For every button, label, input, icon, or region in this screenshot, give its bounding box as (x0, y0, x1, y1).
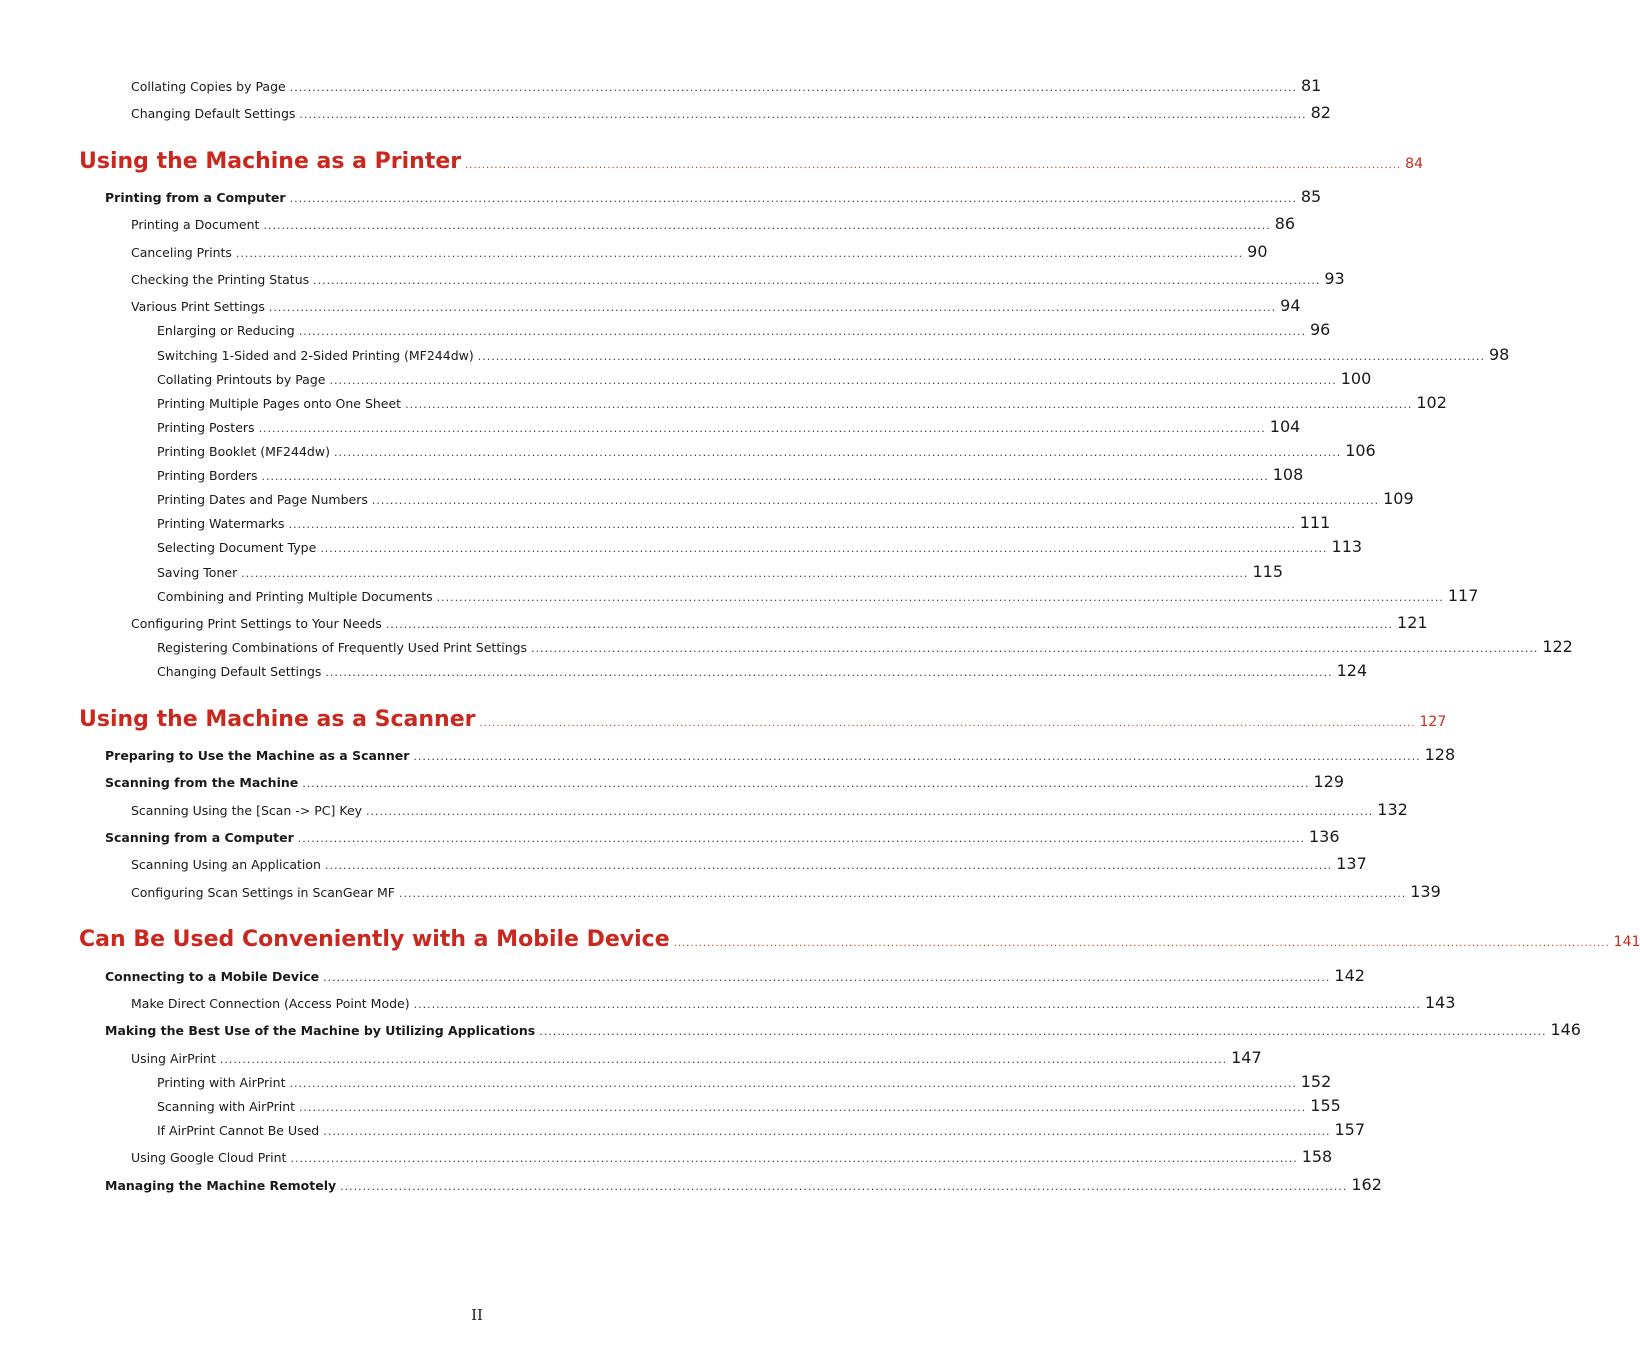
toc-entry-page: 136 (1308, 827, 1340, 846)
toc-entry-title: Changing Default Settings (157, 664, 322, 679)
toc-entry-page: 158 (1301, 1147, 1333, 1166)
toc-entry-title: Printing Multiple Pages onto One Sheet (157, 396, 402, 411)
dot-leader: ................................................................................................................................................................................................................................ (385, 618, 1394, 631)
toc-entry-page: 115 (1252, 562, 1283, 581)
toc-entry[interactable] (157, 537, 1363, 556)
toc-entry-page: 139 (1410, 882, 1441, 901)
dot-leader: ................................................................................................................................................................................................................................ (323, 971, 1331, 984)
toc-entry-page: 90 (1247, 242, 1268, 261)
toc-entry[interactable] (131, 882, 1441, 901)
toc-entry[interactable] (157, 441, 1376, 460)
toc-entry[interactable] (157, 345, 1510, 364)
toc-entry-title: Printing with AirPrint (157, 1075, 286, 1090)
toc-entry[interactable] (131, 242, 1268, 261)
toc-entry-title: Configuring Scan Settings in ScanGear MF (131, 885, 395, 900)
toc-entry[interactable] (131, 103, 1331, 122)
toc-entry[interactable] (131, 800, 1408, 819)
toc-entry[interactable] (105, 187, 1322, 206)
dot-leader: ................................................................................................................................................................................................................................ (333, 446, 1342, 459)
toc-entry[interactable] (131, 1048, 1262, 1067)
toc-entry-page: 98 (1488, 345, 1510, 364)
toc-entry-title: If AirPrint Cannot Be Used (157, 1123, 320, 1138)
dot-leader: ................................................................................................................................................................................................................................ (325, 666, 1333, 679)
dot-leader: ................................................................................................................................................................................................................................ (298, 325, 1306, 338)
dot-leader: ................................................................................................................................................................................................................................ (289, 1077, 1297, 1090)
toc-entry-title: Printing from a Computer (105, 190, 286, 205)
toc-entry-page: 124 (1336, 661, 1368, 680)
toc-entry-title: Using Google Cloud Print (131, 1150, 287, 1165)
toc-entry-page: 106 (1345, 441, 1376, 460)
dot-leader: ................................................................................................................................................................................................................................ (289, 81, 1297, 94)
toc-entry-page: 86 (1274, 214, 1296, 233)
dot-leader: ................................................................................................................................................................................................................................ (268, 301, 1277, 314)
dot-leader: ................................................................................................................................................................................................................................ (465, 160, 1402, 171)
dot-leader: ................................................................................................................................................................................................................................ (340, 1180, 1348, 1193)
toc-entry-title: Collating Printouts by Page (157, 372, 326, 387)
toc-entry-title: Scanning Using an Application (131, 857, 321, 872)
dot-leader: ................................................................................................................................................................................................................................ (323, 1125, 1331, 1138)
dot-leader: ................................................................................................................................................................................................................................ (479, 718, 1416, 729)
toc-entry[interactable] (157, 661, 1368, 680)
toc-entry[interactable] (131, 269, 1345, 288)
toc-entry-page: 94 (1280, 296, 1301, 315)
dot-leader: ................................................................................................................................................................................................................................ (290, 1152, 1298, 1165)
dot-leader: ................................................................................................................................................................................................................................ (398, 887, 1407, 900)
toc-entry-title: Make Direct Connection (Access Point Mode) (131, 996, 410, 1011)
dot-leader: ................................................................................................................................................................................................................................ (235, 247, 1244, 260)
toc-entry[interactable] (157, 586, 1479, 605)
toc-chapter-heading[interactable] (79, 927, 1640, 952)
toc-entry-page: 146 (1550, 1020, 1581, 1039)
toc-entry-title: Using AirPrint (131, 1051, 216, 1066)
dot-leader: ................................................................................................................................................................................................................................ (366, 805, 1374, 818)
toc-entry-title: Enlarging or Reducing (157, 323, 295, 338)
dot-leader: ................................................................................................................................................................................................................................ (299, 108, 1307, 121)
toc-entry-title: Collating Copies by Page (131, 79, 286, 94)
toc-entry-page: 155 (1310, 1096, 1341, 1115)
toc-entry-title: Managing the Machine Remotely (105, 1178, 337, 1193)
toc-entry[interactable] (157, 489, 1414, 508)
toc-chapter-title: Can Be Used Conveniently with a Mobile Device (79, 927, 670, 952)
toc-entry-page: 100 (1340, 369, 1372, 388)
dot-leader: ................................................................................................................................................................................................................................ (289, 192, 1297, 205)
toc-chapter-page: 141 (1613, 934, 1640, 950)
toc-entry-title: Printing Borders (157, 468, 258, 483)
toc-entry-page: 132 (1377, 800, 1408, 819)
toc-entry[interactable] (157, 369, 1372, 388)
toc-entry[interactable] (131, 1147, 1333, 1166)
toc-entry-page: 117 (1447, 586, 1479, 605)
toc-entry[interactable] (157, 465, 1304, 484)
dot-leader: ................................................................................................................................................................................................................................ (302, 777, 1310, 790)
toc-entry[interactable] (157, 320, 1331, 339)
toc-entry-title: Making the Best Use of the Machine by Utilizing Applications (105, 1023, 536, 1038)
footer-page-number: II (471, 1306, 483, 1324)
toc-entry-title: Printing a Document (131, 217, 260, 232)
dot-leader: ................................................................................................................................................................................................................................ (288, 518, 1296, 531)
toc-entry-title: Canceling Prints (131, 245, 232, 260)
toc-entry-title: Switching 1-Sided and 2-Sided Printing (MF244dw) (157, 348, 474, 363)
dot-leader: ................................................................................................................................................................................................................................ (329, 374, 1337, 387)
toc-entry-page: 143 (1424, 993, 1456, 1012)
toc-entry-title: Connecting to a Mobile Device (105, 969, 320, 984)
toc-entry-page: 157 (1334, 1120, 1366, 1139)
dot-leader: ................................................................................................................................................................................................................................ (258, 422, 1266, 435)
toc-chapter-heading[interactable] (79, 149, 1423, 174)
toc-entry-title: Preparing to Use the Machine as a Scanner (105, 748, 410, 763)
toc-entry[interactable] (105, 827, 1340, 846)
toc-entry[interactable] (157, 562, 1283, 581)
toc-entry-title: Printing Booklet (MF244dw) (157, 444, 330, 459)
toc-entry-page: 104 (1269, 417, 1301, 436)
dot-leader: ................................................................................................................................................................................................................................ (219, 1053, 1228, 1066)
toc-entry-page: 147 (1231, 1048, 1262, 1067)
toc-entry[interactable] (157, 417, 1301, 436)
toc-entry[interactable] (157, 637, 1573, 656)
dot-leader: ................................................................................................................................................................................................................................ (299, 1101, 1307, 1114)
toc-entry[interactable] (157, 1072, 1332, 1091)
dot-leader: ................................................................................................................................................................................................................................ (320, 542, 1328, 555)
toc-entry-page: 102 (1416, 393, 1447, 412)
dot-leader: ................................................................................................................................................................................................................................ (371, 494, 1380, 507)
dot-leader: ................................................................................................................................................................................................................................ (413, 750, 1421, 763)
toc-entry-title: Scanning from a Computer (105, 830, 294, 845)
dot-leader: ................................................................................................................................................................................................................................ (539, 1025, 1547, 1038)
dot-leader: ................................................................................................................................................................................................................................ (324, 859, 1333, 872)
toc-entry-page: 142 (1334, 966, 1365, 985)
toc-entry[interactable] (105, 772, 1345, 791)
toc-entry-title: Configuring Print Settings to Your Needs (131, 616, 382, 631)
toc-chapter-title: Using the Machine as a Printer (79, 149, 462, 174)
toc-entry-page: 109 (1383, 489, 1414, 508)
toc-entry[interactable] (157, 1096, 1341, 1115)
toc-entry-title: Various Print Settings (131, 299, 265, 314)
toc-entry[interactable] (131, 214, 1296, 233)
toc-entry[interactable] (105, 745, 1456, 764)
toc-entry-page: 137 (1336, 854, 1367, 873)
toc-chapter-heading[interactable] (79, 707, 1447, 732)
toc-entry-page: 85 (1300, 187, 1322, 206)
toc-entry[interactable] (131, 993, 1456, 1012)
toc-entry[interactable] (157, 513, 1331, 532)
toc-entry[interactable] (105, 1020, 1581, 1039)
dot-leader: ................................................................................................................................................................................................................................ (263, 219, 1271, 232)
dot-leader: ................................................................................................................................................................................................................................ (477, 350, 1485, 363)
toc-entry-title: Registering Combinations of Frequently Used Print Settings (157, 640, 528, 655)
toc-entry-page: 96 (1309, 320, 1331, 339)
toc-entry-page: 122 (1542, 637, 1573, 656)
toc-entry-title: Scanning from the Machine (105, 775, 299, 790)
toc-entry-title: Saving Toner (157, 565, 238, 580)
dot-leader: ................................................................................................................................................................................................................................ (313, 274, 1321, 287)
toc-entry-page: 81 (1300, 76, 1322, 95)
toc-entry-page: 152 (1300, 1072, 1332, 1091)
dot-leader: ................................................................................................................................................................................................................................ (436, 591, 1444, 604)
toc-entry-title: Printing Posters (157, 420, 255, 435)
toc-entry-page: 129 (1313, 772, 1345, 791)
toc-entry-title: Checking the Printing Status (131, 272, 310, 287)
toc-entry-page: 111 (1299, 513, 1331, 532)
toc-entry[interactable] (131, 613, 1428, 632)
toc-entry[interactable] (157, 1120, 1366, 1139)
dot-leader: ................................................................................................................................................................................................................................ (673, 938, 1610, 949)
toc-entry-page: 162 (1351, 1175, 1382, 1194)
dot-leader: ................................................................................................................................................................................................................................ (413, 998, 1421, 1011)
toc-entry-title: Selecting Document Type (157, 540, 317, 555)
toc-entry[interactable] (131, 76, 1322, 95)
toc-entry-page: 82 (1310, 103, 1331, 122)
toc-entry-title: Scanning Using the [Scan -> PC] Key (131, 803, 363, 818)
toc-entry-page: 128 (1424, 745, 1456, 764)
dot-leader: ................................................................................................................................................................................................................................ (297, 832, 1305, 845)
toc-entry[interactable] (105, 1175, 1382, 1194)
dot-leader: ................................................................................................................................................................................................................................ (241, 567, 1249, 580)
toc-entry-title: Printing Watermarks (157, 516, 285, 531)
toc-entry[interactable] (131, 296, 1301, 315)
toc-entry-page: 113 (1331, 537, 1363, 556)
toc-entry[interactable] (157, 393, 1447, 412)
toc-chapter-page: 84 (1405, 156, 1423, 172)
toc-entry-title: Scanning with AirPrint (157, 1099, 296, 1114)
toc-entry[interactable] (105, 966, 1365, 985)
toc-entry-page: 108 (1272, 465, 1304, 484)
toc-chapter-page: 127 (1419, 714, 1447, 730)
toc-entry-title: Combining and Printing Multiple Documents (157, 589, 433, 604)
toc-entry-page: 93 (1324, 269, 1345, 288)
dot-leader: ................................................................................................................................................................................................................................ (405, 398, 1413, 411)
toc-chapter-title: Using the Machine as a Scanner (79, 707, 476, 732)
dot-leader: ................................................................................................................................................................................................................................ (261, 470, 1269, 483)
toc-entry-title: Changing Default Settings (131, 106, 296, 121)
dot-leader: ................................................................................................................................................................................................................................ (531, 642, 1539, 655)
toc-entry-page: 121 (1397, 613, 1428, 632)
toc-entry[interactable] (131, 854, 1367, 873)
toc-entry-title: Printing Dates and Page Numbers (157, 492, 368, 507)
